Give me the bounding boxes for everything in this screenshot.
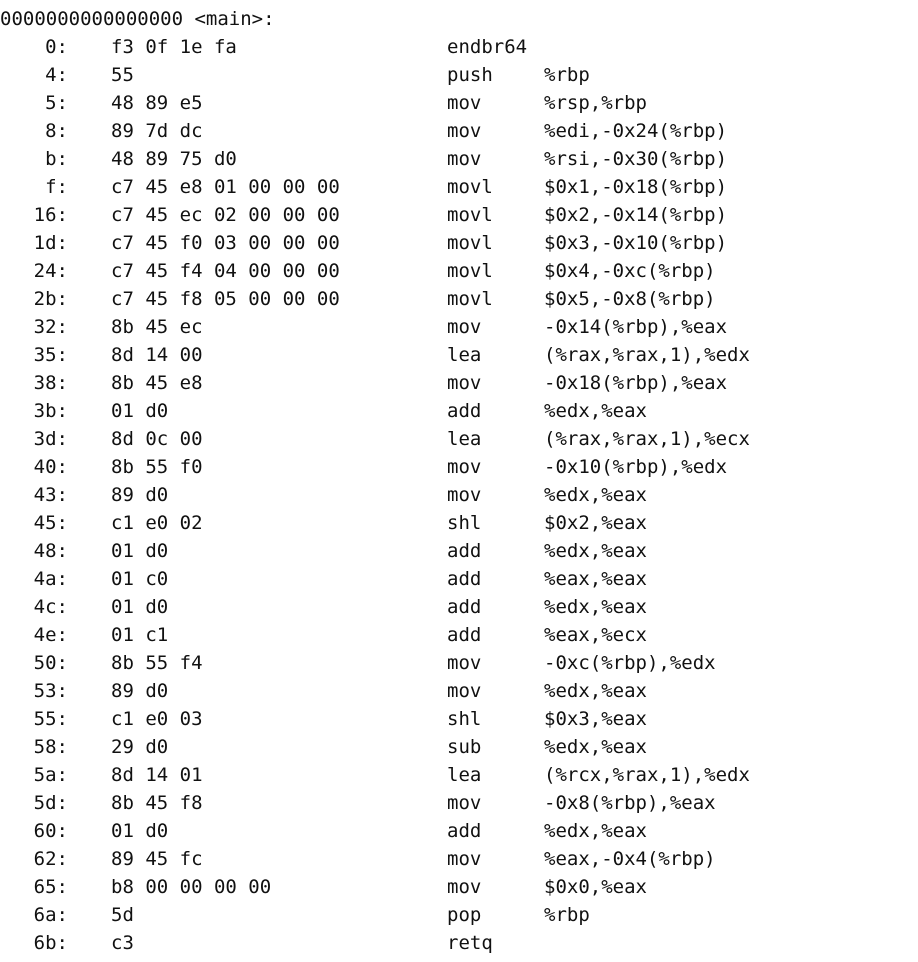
instruction-bytes: c7 45 e8 01 00 00 00 — [111, 176, 340, 198]
instruction-bytes: 89 d0 — [111, 484, 169, 506]
instruction-address: 60: — [33, 820, 68, 842]
instruction-row — [0, 733, 918, 761]
instruction-mnemonic: sub — [447, 736, 482, 758]
instruction-bytes: 8b 45 e8 — [111, 372, 203, 394]
instruction-bytes: 48 89 75 d0 — [111, 148, 237, 170]
instruction-row — [0, 509, 918, 537]
instruction-operands: -0xc(%rbp),%edx — [544, 652, 716, 674]
instruction-row — [0, 593, 918, 621]
instruction-address: 2b: — [33, 288, 68, 310]
instruction-mnemonic: movl — [447, 176, 493, 198]
instruction-mnemonic: add — [447, 596, 482, 618]
instruction-mnemonic: add — [447, 400, 482, 422]
instruction-bytes: 55 — [111, 64, 134, 86]
instruction-mnemonic: shl — [447, 708, 482, 730]
instruction-row — [0, 705, 918, 733]
instruction-address: 62: — [33, 848, 68, 870]
instruction-address: 53: — [33, 680, 68, 702]
instruction-address: 3d: — [33, 428, 68, 450]
instruction-row — [0, 369, 918, 397]
instruction-mnemonic: endbr64 — [447, 36, 528, 58]
instruction-address: 50: — [33, 652, 68, 674]
instruction-operands: %eax,%ecx — [544, 624, 647, 646]
instruction-operands: $0x4,-0xc(%rbp) — [544, 260, 716, 282]
instruction-address: 38: — [33, 372, 68, 394]
instruction-bytes: 89 7d dc — [111, 120, 203, 142]
instruction-row — [0, 173, 918, 201]
instruction-operands: $0x3,%eax — [544, 708, 647, 730]
instruction-operands: (%rax,%rax,1),%ecx — [544, 428, 750, 450]
instruction-row — [0, 117, 918, 145]
instruction-mnemonic: push — [447, 64, 493, 86]
instruction-mnemonic: mov — [447, 372, 482, 394]
instruction-operands: -0x10(%rbp),%edx — [544, 456, 728, 478]
instruction-bytes: c7 45 f4 04 00 00 00 — [111, 260, 340, 282]
instruction-address: 45: — [33, 512, 68, 534]
instruction-row — [0, 929, 918, 957]
instruction-bytes: c3 — [111, 932, 134, 954]
instruction-row — [0, 61, 918, 89]
instruction-row — [0, 677, 918, 705]
instruction-mnemonic: mov — [447, 876, 482, 898]
instruction-operands: %rbp — [544, 64, 590, 86]
instruction-address: 6b: — [33, 932, 68, 954]
instruction-row — [0, 817, 918, 845]
instruction-operands: $0x2,%eax — [544, 512, 647, 534]
instruction-mnemonic: lea — [447, 764, 482, 786]
instruction-mnemonic: movl — [447, 288, 493, 310]
instruction-row — [0, 873, 918, 901]
instruction-operands: (%rax,%rax,1),%edx — [544, 344, 750, 366]
instruction-row — [0, 649, 918, 677]
instruction-operands: -0x18(%rbp),%eax — [544, 372, 728, 394]
instruction-mnemonic: mov — [447, 484, 482, 506]
instruction-mnemonic: add — [447, 568, 482, 590]
instruction-address: 4: — [45, 64, 68, 86]
instruction-row — [0, 565, 918, 593]
instruction-row — [0, 453, 918, 481]
instruction-row — [0, 621, 918, 649]
instruction-address: 5d: — [33, 792, 68, 814]
instruction-mnemonic: add — [447, 820, 482, 842]
instruction-address: 24: — [33, 260, 68, 282]
instruction-bytes: 5d — [111, 904, 134, 926]
instruction-mnemonic: mov — [447, 456, 482, 478]
instruction-row — [0, 425, 918, 453]
instruction-row — [0, 145, 918, 173]
instruction-mnemonic: movl — [447, 260, 493, 282]
instruction-row — [0, 761, 918, 789]
instruction-mnemonic: add — [447, 624, 482, 646]
instruction-mnemonic: mov — [447, 680, 482, 702]
instruction-mnemonic: retq — [447, 932, 493, 954]
instruction-bytes: 48 89 e5 — [111, 92, 203, 114]
instruction-operands: %rsi,-0x30(%rbp) — [544, 148, 728, 170]
instruction-address: 5: — [45, 92, 68, 114]
instruction-mnemonic: mov — [447, 120, 482, 142]
instruction-operands: %edx,%eax — [544, 400, 647, 422]
instruction-mnemonic: mov — [447, 316, 482, 338]
instruction-address: 8: — [45, 120, 68, 142]
instruction-bytes: c7 45 f8 05 00 00 00 — [111, 288, 340, 310]
instruction-address: 1d: — [33, 232, 68, 254]
instruction-bytes: c7 45 f0 03 00 00 00 — [111, 232, 340, 254]
instruction-address: 5a: — [33, 764, 68, 786]
instruction-bytes: 01 c1 — [111, 624, 169, 646]
instruction-operands: %eax,%eax — [544, 568, 647, 590]
instruction-mnemonic: movl — [447, 232, 493, 254]
instruction-operands: %edx,%eax — [544, 596, 647, 618]
instruction-bytes: 89 d0 — [111, 680, 169, 702]
instruction-bytes: 01 c0 — [111, 568, 169, 590]
instruction-address: 4c: — [33, 596, 68, 618]
instruction-row — [0, 845, 918, 873]
instruction-row — [0, 341, 918, 369]
instruction-bytes: c1 e0 03 — [111, 708, 203, 730]
instruction-address: 4e: — [33, 624, 68, 646]
instruction-address: 16: — [33, 204, 68, 226]
instruction-operands: -0x8(%rbp),%eax — [544, 792, 716, 814]
instruction-bytes: 01 d0 — [111, 596, 169, 618]
instruction-bytes: 01 d0 — [111, 540, 169, 562]
instruction-address: 4a: — [33, 568, 68, 590]
instruction-operands: %rbp — [544, 904, 590, 926]
instruction-operands: $0x0,%eax — [544, 876, 647, 898]
instruction-address: f: — [45, 176, 68, 198]
instruction-row — [0, 201, 918, 229]
instruction-list — [0, 33, 918, 957]
instruction-row — [0, 901, 918, 929]
instruction-address: b: — [45, 148, 68, 170]
instruction-mnemonic: shl — [447, 512, 482, 534]
instruction-operands: (%rcx,%rax,1),%edx — [544, 764, 750, 786]
instruction-row — [0, 33, 918, 61]
instruction-bytes: f3 0f 1e fa — [111, 36, 237, 58]
instruction-operands: %rsp,%rbp — [544, 92, 647, 114]
instruction-operands: $0x2,-0x14(%rbp) — [544, 204, 728, 226]
instruction-bytes: 29 d0 — [111, 736, 169, 758]
instruction-row — [0, 89, 918, 117]
instruction-address: 6a: — [33, 904, 68, 926]
instruction-row — [0, 481, 918, 509]
function-header: 0000000000000000 <main>: — [0, 8, 275, 30]
instruction-bytes: 8b 45 f8 — [111, 792, 203, 814]
instruction-bytes: 89 45 fc — [111, 848, 203, 870]
instruction-address: 35: — [33, 344, 68, 366]
instruction-operands: $0x5,-0x8(%rbp) — [544, 288, 716, 310]
instruction-address: 0: — [45, 36, 68, 58]
instruction-row — [0, 257, 918, 285]
instruction-bytes: 8b 45 ec — [111, 316, 203, 338]
instruction-bytes: 8d 14 00 — [111, 344, 203, 366]
instruction-bytes: 8d 0c 00 — [111, 428, 203, 450]
instruction-address: 40: — [33, 456, 68, 478]
instruction-mnemonic: lea — [447, 344, 482, 366]
instruction-operands: %edx,%eax — [544, 736, 647, 758]
instruction-bytes: 8d 14 01 — [111, 764, 203, 786]
instruction-operands: %eax,-0x4(%rbp) — [544, 848, 716, 870]
instruction-mnemonic: mov — [447, 848, 482, 870]
instruction-address: 55: — [33, 708, 68, 730]
instruction-address: 65: — [33, 876, 68, 898]
instruction-operands: %edx,%eax — [544, 484, 647, 506]
instruction-row — [0, 397, 918, 425]
instruction-mnemonic: mov — [447, 92, 482, 114]
instruction-mnemonic: movl — [447, 204, 493, 226]
instruction-bytes: 01 d0 — [111, 400, 169, 422]
instruction-mnemonic: mov — [447, 148, 482, 170]
instruction-bytes: c1 e0 02 — [111, 512, 203, 534]
instruction-bytes: 8b 55 f0 — [111, 456, 203, 478]
instruction-mnemonic: add — [447, 540, 482, 562]
instruction-address: 58: — [33, 736, 68, 758]
instruction-bytes: c7 45 ec 02 00 00 00 — [111, 204, 340, 226]
instruction-mnemonic: mov — [447, 652, 482, 674]
instruction-bytes: b8 00 00 00 00 — [111, 876, 272, 898]
instruction-row — [0, 537, 918, 565]
instruction-bytes: 8b 55 f4 — [111, 652, 203, 674]
instruction-mnemonic: mov — [447, 792, 482, 814]
instruction-operands: $0x1,-0x18(%rbp) — [544, 176, 728, 198]
instruction-mnemonic: pop — [447, 904, 482, 926]
instruction-operands: %edi,-0x24(%rbp) — [544, 120, 728, 142]
instruction-operands: %edx,%eax — [544, 540, 647, 562]
instruction-operands: -0x14(%rbp),%eax — [544, 316, 728, 338]
instruction-mnemonic: lea — [447, 428, 482, 450]
instruction-row — [0, 285, 918, 313]
instruction-operands: %edx,%eax — [544, 680, 647, 702]
instruction-address: 48: — [33, 540, 68, 562]
instruction-address: 3b: — [33, 400, 68, 422]
instruction-address: 43: — [33, 484, 68, 506]
instruction-operands: $0x3,-0x10(%rbp) — [544, 232, 728, 254]
instruction-row — [0, 313, 918, 341]
instruction-row — [0, 789, 918, 817]
instruction-operands: %edx,%eax — [544, 820, 647, 842]
instruction-row — [0, 229, 918, 257]
instruction-bytes: 01 d0 — [111, 820, 169, 842]
instruction-address: 32: — [33, 316, 68, 338]
